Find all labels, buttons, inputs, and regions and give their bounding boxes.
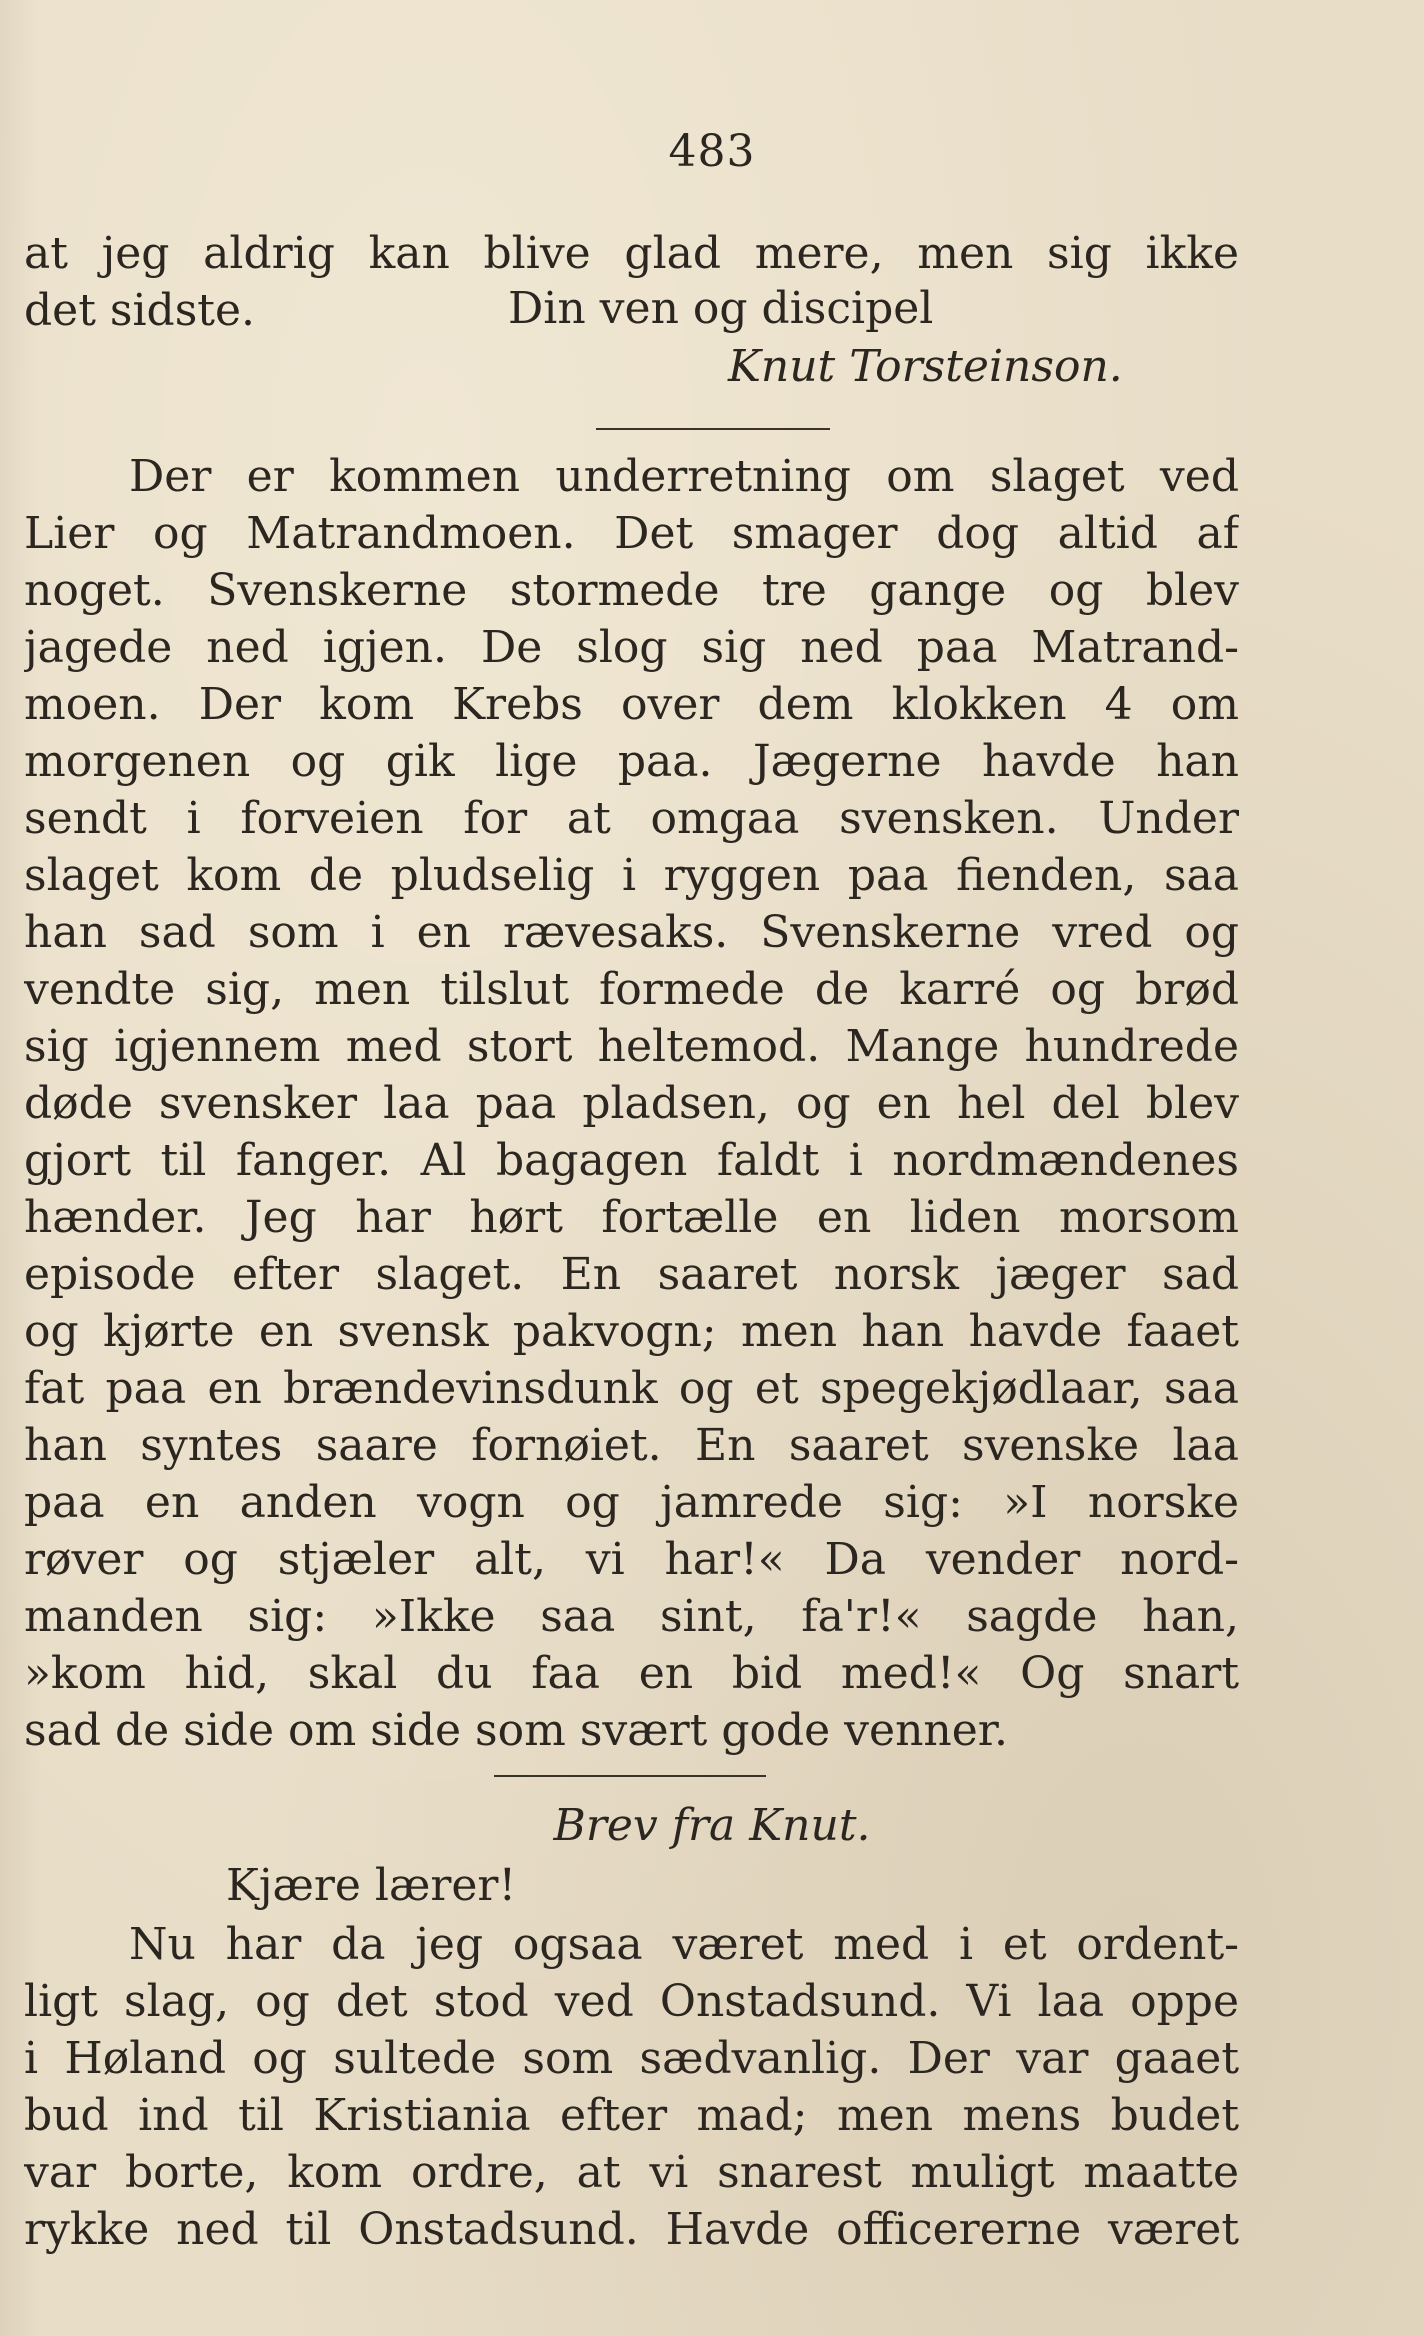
text-line: døde svensker laa paa pladsen, og en hel del blev <box>24 1078 1239 1129</box>
letter-salutation: Kjære lærer! <box>226 1860 517 1911</box>
text-line: Der er kommen underretning om slaget ved <box>129 451 1239 502</box>
text-line: manden sig: »Ikke saa sint, fa'r!« sagde han, <box>24 1591 1239 1642</box>
letter-signature: Knut Torsteinson. <box>728 341 1123 392</box>
text-line: sig igjennem med stort heltemod. Mange hundrede <box>24 1021 1239 1072</box>
text-line: var borte, kom ordre, at vi snarest muligt maatte <box>24 2147 1239 2198</box>
text-line: og kjørte en svensk pakvogn; men han havde faaet <box>24 1306 1239 1357</box>
text-line: Lier og Matrandmoen. Det smager dog altid af <box>24 508 1239 559</box>
paragraph-battle-report <box>24 448 1239 1759</box>
text-line: Nu har da jeg ogsaa været med i et ordent- <box>129 1919 1239 1970</box>
text-line: vendte sig, men tilslut formede de karré og brød <box>24 964 1239 1015</box>
text-line: sendt i forveien for at omgaa svensken. Under <box>24 793 1239 844</box>
text-line: han sad som i en rævesaks. Svenskerne vred og <box>24 907 1239 958</box>
section-divider <box>596 428 830 430</box>
page-number: 483 <box>668 126 756 177</box>
paragraph-letter-body <box>24 1916 1239 2258</box>
text-line: bud ind til Kristiania efter mad; men mens budet <box>24 2090 1239 2141</box>
letter-heading: Brev fra Knut. <box>553 1800 871 1851</box>
text-line: han syntes saare fornøiet. En saaret svenske laa <box>24 1420 1239 1471</box>
text-line: morgenen og gik lige paa. Jægerne havde han <box>24 736 1239 787</box>
text-line: sad de side om side som svært gode venner. <box>24 1705 1008 1756</box>
text-line: at jeg aldrig kan blive glad mere, men sig ikke <box>24 228 1239 279</box>
text-line: »kom hid, skal du faa en bid med!« Og snart <box>24 1648 1239 1699</box>
text-line: noget. Svenskerne stormede tre gange og blev <box>24 565 1239 616</box>
text-line: episode efter slaget. En saaret norsk jæger sad <box>24 1249 1239 1300</box>
section-divider <box>494 1775 766 1777</box>
text-line: røver og stjæler alt, vi har!« Da vender nord- <box>24 1534 1239 1585</box>
text-line: rykke ned til Onstadsund. Havde officererne været <box>24 2204 1239 2255</box>
text-line: fat paa en brændevinsdunk og et spegekjødlaar, saa <box>24 1363 1239 1414</box>
text-line: ligt slag, og det stod ved Onstadsund. Vi laa oppe <box>24 1976 1239 2027</box>
text-line: i Høland og sultede som sædvanlig. Der var gaaet <box>24 2033 1239 2084</box>
text-line: hænder. Jeg har hørt fortælle en liden morsom <box>24 1192 1239 1243</box>
text-line: gjort til fanger. Al bagagen faldt i nordmændenes <box>24 1135 1239 1186</box>
text-line: paa en anden vogn og jamrede sig: »I norske <box>24 1477 1239 1528</box>
letter-closing: Din ven og discipel <box>508 283 934 334</box>
text-line: slaget kom de pludselig i ryggen paa fienden, saa <box>24 850 1239 901</box>
text-line: det sidste. <box>24 285 255 336</box>
text-line: jagede ned igjen. De slog sig ned paa Matrand- <box>24 622 1239 673</box>
text-line: moen. Der kom Krebs over dem klokken 4 om <box>24 679 1239 730</box>
